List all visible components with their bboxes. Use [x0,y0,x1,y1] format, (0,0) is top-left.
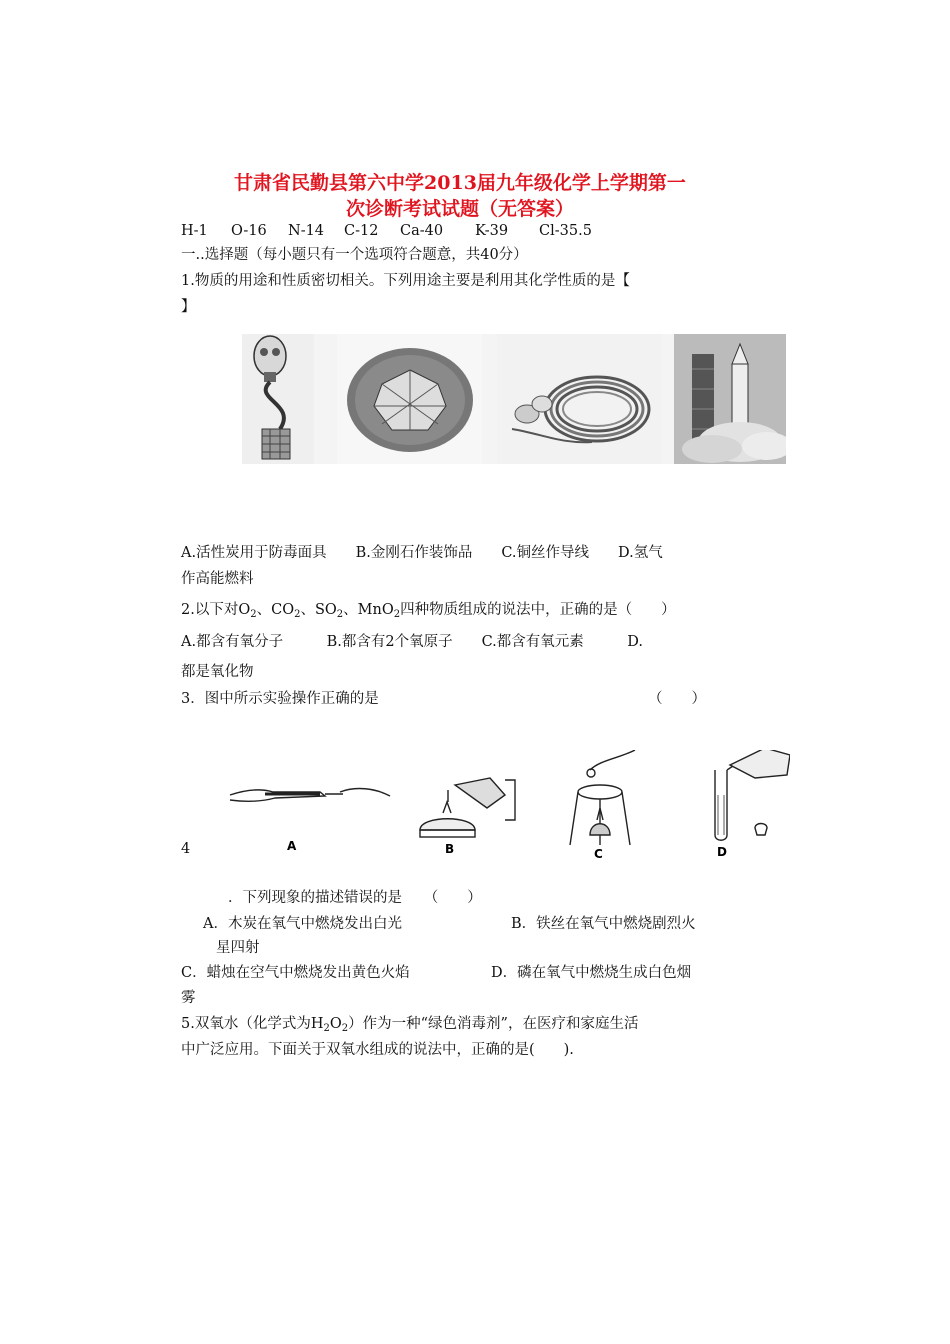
q3-figure [225,750,790,865]
atomic-mass: H-1 [181,223,208,239]
q1-options-cont: 作高能燃料 [181,571,254,587]
q3-stem: 3．图中所示实验操作正确的是 [181,691,379,707]
rocket-launch-image [674,334,786,464]
atomic-mass: C-12 [344,223,379,239]
operation-b-image [420,778,515,837]
q3-bracket: （ ） [648,691,706,707]
q4-option-d-cont: 雾 [181,990,196,1006]
q4-stem: ．下列现象的描述错误的是 （ ） [228,890,482,906]
q2-options: A.都含有氧分子 B.都含有2个氧原子 C.都含有氧元素 D. [181,634,643,650]
q3-label: C [594,847,603,861]
operation-a-image [230,789,390,802]
atomic-mass: K-39 [475,223,509,239]
q1-image-strip [242,334,786,464]
q4-option-b: B．铁丝在氧气中燃烧剧烈火 [511,916,696,932]
q5-stem-line-1: 5.双氧水（化学式为$H_2O_2$）作为一种“绿色消毒剂”，在医疗和家庭生活 [181,1016,639,1034]
atomic-mass: N-14 [288,223,325,239]
q1-options: A.活性炭用于防毒面具 B.金刚石作装饰品 C.铜丝作导线 D.氢气 [181,545,663,561]
q4-option-b-cont: 星四射 [216,940,260,956]
section-heading: 一..选择题（每小题只有一个选项符合题意，共40分） [181,247,528,263]
q4-option-a: A．木炭在氧气中燃烧发出白光 [203,916,402,932]
q3-label: A [287,839,297,853]
title-line-1: 甘肃省民勤县第六中学2013届九年级化学上学期第一 [234,172,686,194]
diamond-image [337,334,482,464]
q5-stem-line-2: 中广泛应用。下面关于双氧水组成的说法中，正确的是( ). [181,1042,574,1058]
q2-stem: 2.以下对$O_2$、$CO_2$、$SO_2$、MnO$_2$四种物质组成的说法中，正确的是（ ） [181,602,676,620]
q1-stem-bracket: 】 [181,299,196,315]
operation-d-image [715,750,790,840]
gas-mask-image [242,334,314,464]
q4-number: 4 [181,841,191,857]
copper-wire-image [497,334,662,464]
title-line-2: 次诊断考试试题（无答案） [345,198,574,220]
q1-stem: 1.物质的用途和性质密切相关。下列用途主要是利用其化学性质的是【 [181,273,630,289]
atomic-mass: O-16 [231,223,267,239]
atomic-mass: Cl-35.5 [539,223,592,239]
q4-option-c: C．蜡烛在空气中燃烧发出黄色火焰 [181,965,410,981]
atomic-mass: Ca-40 [400,223,444,239]
q3-label: D [717,845,727,859]
q3-label: B [445,842,455,856]
q4-option-d: D．磷在氧气中燃烧生成白色烟 [491,965,692,981]
operation-c-image [570,750,635,845]
q2-options-cont: 都是氧化物 [181,664,254,680]
